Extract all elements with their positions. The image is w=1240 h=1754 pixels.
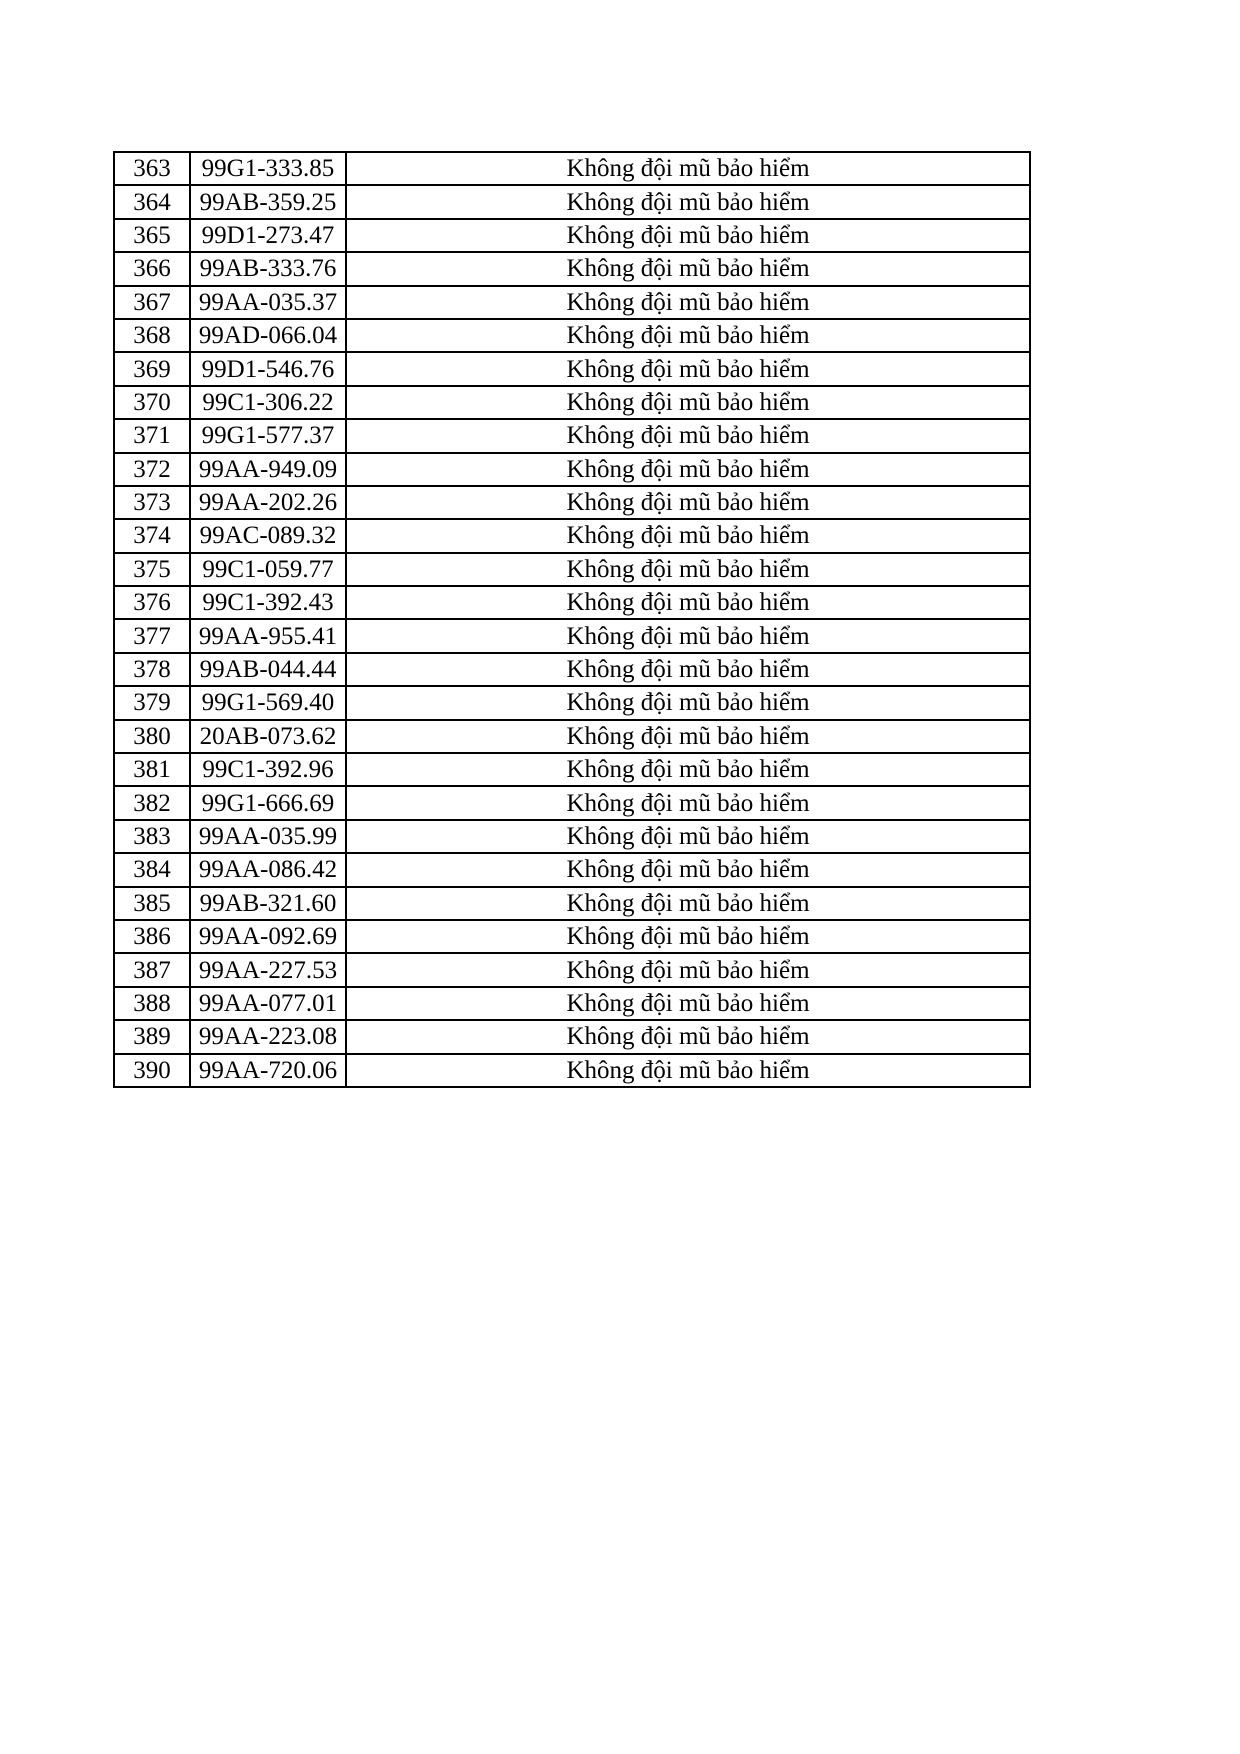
table-row: [114, 252, 1030, 285]
license-plate-cell: 99AA-092.69: [190, 920, 346, 953]
table-row: [114, 286, 1030, 319]
violations-table: [113, 151, 1031, 1088]
violations-table-body: [114, 152, 1030, 1087]
row-number-cell: 364: [114, 185, 190, 218]
license-plate-cell: 99C1-392.43: [190, 586, 346, 619]
row-number-cell: 388: [114, 987, 190, 1020]
row-number-cell: 387: [114, 953, 190, 986]
violation-cell: Không đội mũ bảo hiểm: [346, 953, 1030, 986]
violation-cell: Không đội mũ bảo hiểm: [346, 1020, 1030, 1053]
violation-cell: Không đội mũ bảo hiểm: [346, 319, 1030, 352]
table-row: [114, 185, 1030, 218]
license-plate-cell: 99AD-066.04: [190, 319, 346, 352]
license-plate-cell: 99AA-720.06: [190, 1054, 346, 1087]
violation-cell: Không đội mũ bảo hiểm: [346, 486, 1030, 519]
row-number-cell: 390: [114, 1054, 190, 1087]
row-number-cell: 382: [114, 786, 190, 819]
violation-cell: Không đội mũ bảo hiểm: [346, 453, 1030, 486]
license-plate-cell: 99C1-392.96: [190, 753, 346, 786]
violation-cell: Không đội mũ bảo hiểm: [346, 519, 1030, 552]
table-row: [114, 887, 1030, 920]
license-plate-cell: 99G1-666.69: [190, 786, 346, 819]
row-number-cell: 370: [114, 386, 190, 419]
violation-cell: Không đội mũ bảo hiểm: [346, 286, 1030, 319]
row-number-cell: 363: [114, 152, 190, 185]
row-number-cell: 389: [114, 1020, 190, 1053]
violation-cell: Không đội mũ bảo hiểm: [346, 252, 1030, 285]
table-row: [114, 1054, 1030, 1087]
violation-cell: Không đội mũ bảo hiểm: [346, 386, 1030, 419]
violation-cell: Không đội mũ bảo hiểm: [346, 152, 1030, 185]
violation-cell: Không đội mũ bảo hiểm: [346, 1054, 1030, 1087]
table-row: [114, 653, 1030, 686]
license-plate-cell: 99G1-577.37: [190, 419, 346, 452]
row-number-cell: 374: [114, 519, 190, 552]
table-row: [114, 586, 1030, 619]
license-plate-cell: 99C1-306.22: [190, 386, 346, 419]
row-number-cell: 373: [114, 486, 190, 519]
row-number-cell: 385: [114, 887, 190, 920]
license-plate-cell: 99D1-273.47: [190, 219, 346, 252]
table-row: [114, 753, 1030, 786]
table-row: [114, 553, 1030, 586]
license-plate-cell: 99AA-955.41: [190, 619, 346, 652]
row-number-cell: 371: [114, 419, 190, 452]
row-number-cell: 365: [114, 219, 190, 252]
table-row: [114, 686, 1030, 719]
table-row: [114, 453, 1030, 486]
table-row: [114, 987, 1030, 1020]
license-plate-cell: 99D1-546.76: [190, 352, 346, 385]
table-row: [114, 319, 1030, 352]
license-plate-cell: 99C1-059.77: [190, 553, 346, 586]
violation-cell: Không đội mũ bảo hiểm: [346, 619, 1030, 652]
license-plate-cell: 99AA-227.53: [190, 953, 346, 986]
violation-cell: Không đội mũ bảo hiểm: [346, 553, 1030, 586]
license-plate-cell: 99AA-035.37: [190, 286, 346, 319]
license-plate-cell: 99AA-202.26: [190, 486, 346, 519]
license-plate-cell: 99AB-333.76: [190, 252, 346, 285]
violation-cell: Không đội mũ bảo hiểm: [346, 987, 1030, 1020]
row-number-cell: 377: [114, 619, 190, 652]
row-number-cell: 366: [114, 252, 190, 285]
violation-cell: Không đội mũ bảo hiểm: [346, 219, 1030, 252]
table-row: [114, 820, 1030, 853]
violation-cell: Không đội mũ bảo hiểm: [346, 419, 1030, 452]
license-plate-cell: 99AB-359.25: [190, 185, 346, 218]
row-number-cell: 379: [114, 686, 190, 719]
table-row: [114, 920, 1030, 953]
license-plate-cell: 99AA-223.08: [190, 1020, 346, 1053]
violation-cell: Không đội mũ bảo hiểm: [346, 586, 1030, 619]
license-plate-cell: 20AB-073.62: [190, 720, 346, 753]
license-plate-cell: 99AA-949.09: [190, 453, 346, 486]
table-row: [114, 219, 1030, 252]
violation-cell: Không đội mũ bảo hiểm: [346, 887, 1030, 920]
row-number-cell: 369: [114, 352, 190, 385]
license-plate-cell: 99G1-333.85: [190, 152, 346, 185]
table-row: [114, 720, 1030, 753]
table-row: [114, 152, 1030, 185]
table-row: [114, 853, 1030, 886]
row-number-cell: 375: [114, 553, 190, 586]
row-number-cell: 383: [114, 820, 190, 853]
violation-cell: Không đội mũ bảo hiểm: [346, 653, 1030, 686]
row-number-cell: 367: [114, 286, 190, 319]
license-plate-cell: 99AA-086.42: [190, 853, 346, 886]
row-number-cell: 380: [114, 720, 190, 753]
table-row: [114, 486, 1030, 519]
violation-cell: Không đội mũ bảo hiểm: [346, 686, 1030, 719]
table-row: [114, 619, 1030, 652]
table-row: [114, 386, 1030, 419]
row-number-cell: 378: [114, 653, 190, 686]
row-number-cell: 368: [114, 319, 190, 352]
license-plate-cell: 99AB-321.60: [190, 887, 346, 920]
table-row: [114, 352, 1030, 385]
row-number-cell: 384: [114, 853, 190, 886]
table-row: [114, 419, 1030, 452]
violation-cell: Không đội mũ bảo hiểm: [346, 920, 1030, 953]
violation-cell: Không đội mũ bảo hiểm: [346, 352, 1030, 385]
violation-cell: Không đội mũ bảo hiểm: [346, 820, 1030, 853]
license-plate-cell: 99AA-035.99: [190, 820, 346, 853]
violation-cell: Không đội mũ bảo hiểm: [346, 853, 1030, 886]
license-plate-cell: 99AA-077.01: [190, 987, 346, 1020]
table-row: [114, 519, 1030, 552]
violation-cell: Không đội mũ bảo hiểm: [346, 753, 1030, 786]
row-number-cell: 376: [114, 586, 190, 619]
violation-cell: Không đội mũ bảo hiểm: [346, 786, 1030, 819]
table-row: [114, 1020, 1030, 1053]
table-row: [114, 786, 1030, 819]
row-number-cell: 386: [114, 920, 190, 953]
row-number-cell: 372: [114, 453, 190, 486]
violation-cell: Không đội mũ bảo hiểm: [346, 720, 1030, 753]
row-number-cell: 381: [114, 753, 190, 786]
table-row: [114, 953, 1030, 986]
license-plate-cell: 99G1-569.40: [190, 686, 346, 719]
license-plate-cell: 99AC-089.32: [190, 519, 346, 552]
license-plate-cell: 99AB-044.44: [190, 653, 346, 686]
violation-cell: Không đội mũ bảo hiểm: [346, 185, 1030, 218]
